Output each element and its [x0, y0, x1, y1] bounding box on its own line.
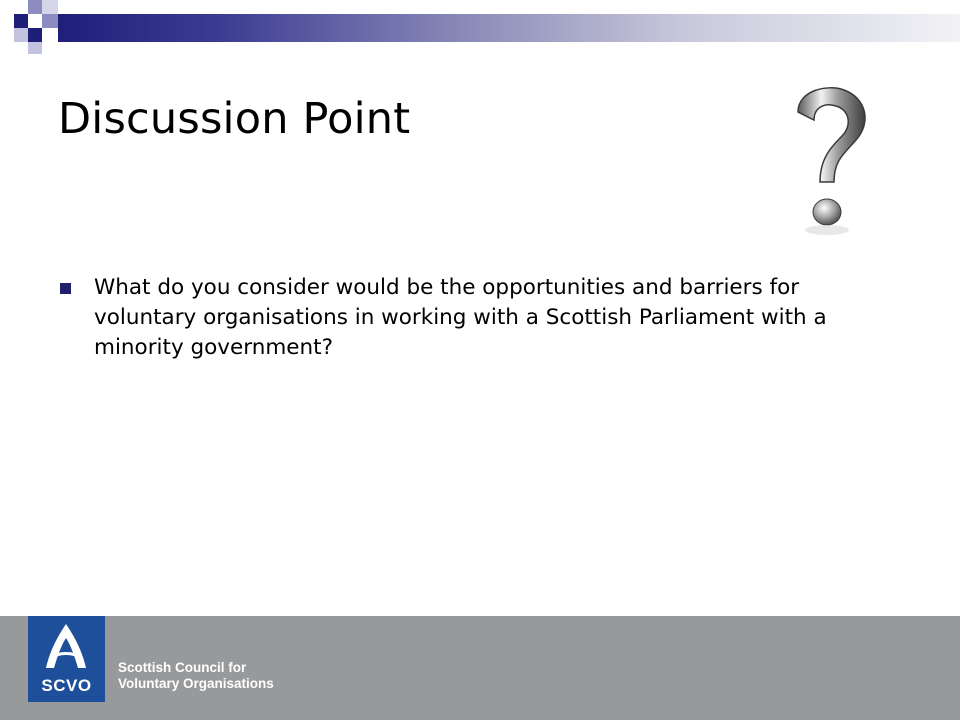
decor-square [42, 0, 58, 14]
slide-title: Discussion Point [58, 94, 411, 144]
scvo-logo-icon [28, 616, 105, 680]
org-name-line1: Scottish Council for [118, 660, 247, 675]
decor-square [42, 14, 58, 28]
scvo-logo [28, 616, 105, 702]
decor-square [14, 14, 28, 28]
org-name-line2: Voluntary Organisations [118, 676, 274, 691]
decor-square [28, 42, 42, 54]
decor-square [28, 28, 42, 42]
gradient-bar [58, 14, 960, 42]
decor-square [14, 28, 28, 42]
top-decorative-band [0, 0, 960, 60]
question-mark-icon [780, 82, 880, 238]
bullet-item [60, 273, 860, 363]
org-name [118, 660, 274, 692]
decor-square [28, 0, 42, 14]
logo-abbrev: SCVO [41, 676, 92, 695]
bullet-text: What do you consider would be the opportunities and barriers for voluntary organisations in working with a Scottish Parliament with a minority government? [94, 275, 827, 360]
square-bullet-icon [60, 283, 71, 294]
